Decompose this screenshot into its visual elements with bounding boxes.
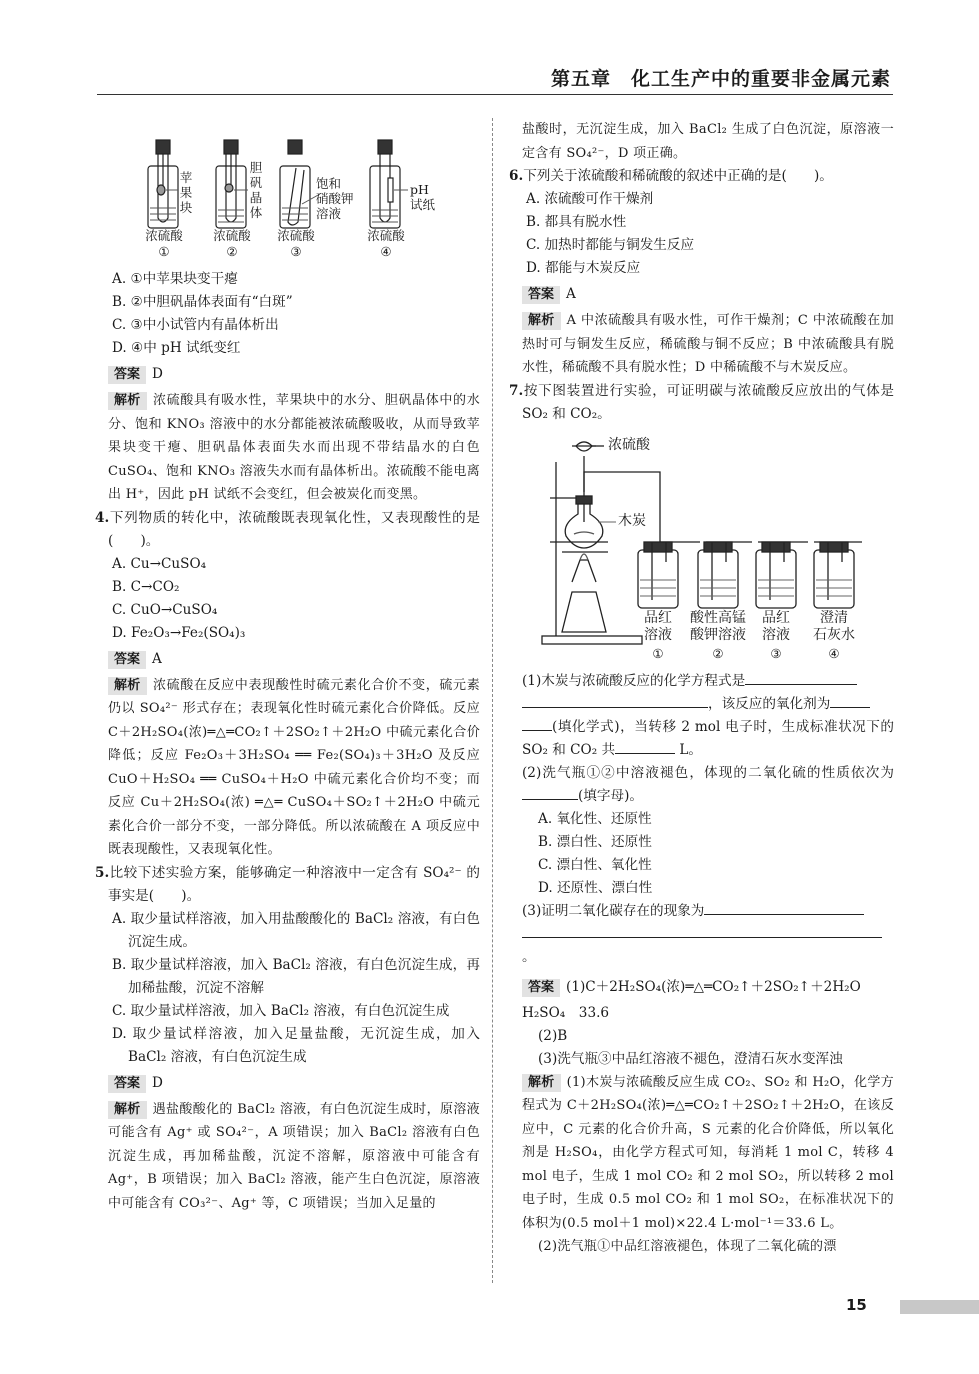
- q7-part2-option-a: A. 氧化性、还原性: [538, 810, 652, 827]
- q3-option-d: D. ④中 pH 试纸变红: [112, 340, 241, 356]
- q5-option-c: C. 取少量试样溶液，加入 BaCl₂ 溶液，有白色沉淀生成: [112, 1002, 450, 1019]
- answer-tag: 答案: [108, 651, 146, 669]
- q5-option-d: D. 取少量试样溶液，加入足量盐酸，无沉淀生成，加入 BaCl₂ 溶液，有白色沉淀生成: [112, 1025, 480, 1065]
- bottle-number-2: ②: [712, 645, 724, 661]
- q7-answer-1b: H₂SO₄ 33.6: [522, 1004, 610, 1021]
- q7-part2: [522, 762, 894, 808]
- bottle-label-2: 酸性高锰 酸钾溶液: [690, 609, 746, 643]
- analysis-tag: 解析: [522, 312, 561, 330]
- q4-answer-value: A: [152, 650, 162, 667]
- q7-part3: [522, 900, 894, 969]
- q7-stem: [509, 380, 894, 426]
- q7-answer-2: (2)B: [538, 1027, 568, 1044]
- q4-stem-text: 下列物质的转化中，浓硫酸既表现氧化性，又表现酸性的是( )。: [108, 509, 480, 549]
- answer-tag: 答案: [108, 1075, 146, 1093]
- q5-option-a: A. 取少量试样溶液，加入用盐酸酸化的 BaCl₂ 溶液，有白色沉淀生成。: [112, 910, 480, 950]
- answer-tag: 答案: [522, 286, 560, 304]
- blank-equation-2[interactable]: [522, 693, 708, 708]
- q7-part1-text-b: ，该反应的氧化剂为: [708, 695, 831, 712]
- q6-option-b: B. 都具有脱水性: [526, 214, 627, 230]
- q5-answer-value: D: [152, 1074, 163, 1091]
- q6-stem: [509, 165, 894, 188]
- q4-option-a: A. Cu→CuSO₄: [112, 555, 207, 572]
- q7-part1-text-c: (填化学式)，当转移 2 mol 电子时，生成标准状况下的 SO₂ 和 CO₂ 共: [522, 718, 894, 758]
- blank-phenomenon[interactable]: [704, 900, 864, 915]
- q7-part2-text: (2)洗气瓶①②中溶液褪色，体现的二氧化硫的性质依次为: [522, 764, 894, 781]
- q7-analysis: [522, 1071, 894, 1236]
- q4-stem: [95, 507, 480, 553]
- q7-number: 7.: [509, 382, 524, 399]
- page-number: 15: [846, 1296, 867, 1314]
- analysis-tag: 解析: [108, 392, 147, 410]
- right-column: [509, 118, 894, 1259]
- tube-number-3: ③: [290, 244, 302, 259]
- q4-option-d: D. Fe₂O₃→Fe₂(SO₄)₃: [112, 624, 246, 641]
- q3-option-a: A. ①中苹果块变干瘪: [112, 271, 238, 287]
- q7-answer-3: (3)洗气瓶③中品红溶液不褪色，澄清石灰水变浑浊: [538, 1050, 843, 1067]
- q5-stem: [95, 862, 480, 908]
- answer-tag: 答案: [108, 366, 146, 384]
- q6-option-d: D. 都能与木炭反应: [526, 260, 641, 276]
- q6-analysis: [522, 309, 894, 380]
- tube-label-4: 浓硫酸: [367, 228, 405, 243]
- page-number-bar: [900, 1300, 979, 1314]
- answer-tag: 答案: [522, 979, 560, 997]
- tube-label-1: 浓硫酸: [145, 228, 183, 243]
- q7-part1: [522, 670, 894, 762]
- apparatus-figure: [522, 432, 894, 664]
- q6-stem-text: 下列关于浓硫酸和稀硫酸的叙述中正确的是( )。: [523, 168, 833, 184]
- side-label-ph: pH 试纸: [410, 182, 436, 212]
- q7-part2-option-b: B. 漂白性、还原性: [538, 833, 652, 850]
- left-column: [95, 118, 480, 1215]
- q4-option-b: B. C→CO₂: [112, 578, 180, 595]
- bottle-number-3: ③: [770, 645, 782, 661]
- bottle-number-1: ①: [652, 645, 664, 661]
- q6-answer: [522, 283, 894, 306]
- q7-part2-option-d: D. 还原性、漂白性: [538, 879, 653, 896]
- q7-part2-text-b: (填字母)。: [578, 787, 643, 804]
- q6-answer-value: A: [566, 286, 576, 302]
- q7-part2-option-c: C. 漂白性、氧化性: [538, 856, 652, 873]
- bottle-number-4: ④: [828, 645, 840, 661]
- side-label-crystal: 胆 矾 晶 体: [249, 160, 263, 220]
- q7-analysis-2: (2)洗气瓶①中品红溶液褪色，体现了二氧化硫的漂: [538, 1239, 837, 1254]
- blank-oxidant[interactable]: [830, 693, 870, 708]
- q5-analysis-continued: 盐酸时，无沉淀生成，加入 BaCl₂ 生成了白色沉淀，原溶液一定含有 SO₄²⁻，D 项正确。: [522, 122, 894, 161]
- bottle-label-3: 品红 溶液: [762, 609, 790, 643]
- q6-option-a: A. 浓硫酸可作干燥剂: [526, 191, 654, 207]
- q7-part3-end: 。: [522, 948, 536, 965]
- q3-option-b: B. ②中胆矾晶体表面有“白斑”: [112, 294, 293, 310]
- side-label-kno3: 饱和 硝酸钾 溶液: [316, 176, 354, 221]
- q5-analysis: [108, 1098, 480, 1216]
- tube-number-4: ④: [380, 244, 392, 259]
- column-divider: [492, 118, 493, 1283]
- q4-analysis: [108, 674, 480, 862]
- q7-analysis-1: (1)木炭与浓硫酸反应生成 CO₂、SO₂ 和 H₂O，化学方程式为 C＋2H₂SO₄(浓)═△═CO₂↑＋2SO₂↑＋2H₂O，在该反应中，C 元素的化合价升高，S 元素的化合价降低，所以氧化剂是 H₂SO₄，由化学方程式可知，每消耗 1 mol C，转移 4 mol 电子，生成 1 mol CO₂ 和 2 mol SO₂，所以转移 2 mol 电子时，生成 0.5 mol CO₂ 和 1 mol SO₂，在标准状况下的体积为(0.5 mol＋1 mol)×22.4 L·mol⁻¹＝33.6 L。: [522, 1074, 894, 1231]
- q6-option-c: C. 加热时都能与铜发生反应: [526, 237, 695, 253]
- bottle-label-1: 品红 溶液: [644, 609, 672, 643]
- q4-option-c: C. CuO→CuSO₄: [112, 601, 218, 618]
- q3-answer-value: D: [152, 366, 163, 382]
- q6-analysis-text: A 中浓硫酸具有吸水性，可作干燥剂；C 中浓硫酸在加热时可与铜发生反应，稀硫酸与铜不反应；B 中浓硫酸具有脱水性，稀硫酸不具有脱水性；D 中稀硫酸不与木炭反应。: [522, 313, 894, 375]
- tube-label-2: 浓硫酸: [213, 228, 251, 243]
- flask-label: 木炭: [618, 512, 646, 529]
- q5-option-b: B. 取少量试样溶液，加入 BaCl₂ 溶液，有白色沉淀生成，再加稀盐酸，沉淀不溶解: [112, 956, 480, 996]
- q7-answer: [522, 976, 894, 999]
- tube-number-2: ②: [226, 244, 238, 259]
- q7-part1-text: (1)木炭与浓硫酸反应的化学方程式是: [522, 672, 746, 689]
- analysis-tag: 解析: [108, 1101, 147, 1119]
- q6-number: 6.: [509, 168, 524, 184]
- q5-analysis-text: 遇盐酸酸化的 BaCl₂ 溶液，有白色沉淀生成时，原溶液可能含有 Ag⁺ 或 SO₄²⁻，A 项错误；加入 BaCl₂ 溶液有白色沉淀生成，再加稀盐酸，沉淀不溶解，原溶液中可能含有 Ag⁺，B 项错误；加入 BaCl₂ 溶液，能产生白色沉淀，原溶液中可能含有 CO₃²⁻、Ag⁺ 等，C 项错误；当加入足量的: [108, 1101, 480, 1211]
- test-tube-figure: [108, 118, 480, 268]
- analysis-tag: 解析: [522, 1074, 561, 1092]
- tube-number-1: ①: [158, 244, 170, 259]
- analysis-tag: 解析: [108, 677, 147, 695]
- blank-phenomenon-2[interactable]: [522, 923, 882, 938]
- q3-analysis-text: 浓硫酸具有吸水性，苹果块中的水分、胆矾晶体中的水分、饱和 KNO₃ 溶液中的水分都能被浓硫酸吸收，从而导致苹果块变干瘪、胆矾晶体表面失水而出现不带结晶水的白色 CuSO₄、饱和 KNO₃ 溶液失水而有晶体析出。浓硫酸不能电离出 H⁺，因此 pH 试纸不会变红，但会被炭化而变黑。: [108, 393, 480, 502]
- side-label-apple: 苹 果 块: [179, 170, 193, 215]
- q4-answer: [108, 648, 480, 671]
- chapter-title: 第五章 化工生产中的重要非金属元素: [550, 68, 891, 90]
- blank-oxidant-2[interactable]: [522, 716, 552, 731]
- blank-property[interactable]: [522, 785, 578, 800]
- q5-number: 5.: [95, 864, 110, 881]
- blank-volume[interactable]: [615, 739, 675, 754]
- q3-option-c: C. ③中小试管内有晶体析出: [112, 317, 279, 333]
- header-rule: [97, 94, 893, 95]
- blank-equation[interactable]: [745, 670, 857, 685]
- q3-analysis: [108, 389, 480, 507]
- q4-number: 4.: [95, 509, 110, 526]
- q3-answer: [108, 363, 480, 386]
- q7-answer-1: (1)C＋2H₂SO₄(浓)═△═CO₂↑＋2SO₂↑＋2H₂O: [566, 978, 861, 995]
- q7-stem-text: 按下图装置进行实验，可证明碳与浓硫酸反应放出的气体是 SO₂ 和 CO₂。: [522, 382, 894, 422]
- q7-part3-text: (3)证明二氧化碳存在的现象为: [522, 902, 705, 919]
- tube-label-3: 浓硫酸: [277, 228, 315, 243]
- q4-analysis-text: 浓硫酸在反应中表现酸性时硫元素化合价不变，硫元素仍以 SO₄²⁻ 形式存在；表现氧化性时硫元素化合价降低。反应 C＋2H₂SO₄(浓)═△═CO₂↑＋2SO₂↑＋2H₂O 中硫元素化合价降低；反应 Fe₂O₃＋3H₂SO₄ ══ Fe₂(SO₄)₃＋3H₂O 及反应 CuO＋H₂SO₄ ══ CuSO₄＋H₂O 中硫元素化合价均不变；而反应 Cu＋2H₂SO₄(浓) ═△═ CuSO₄＋SO₂↑＋2H₂O 中硫元素化合价一部分不变，一部分降低。所以浓硫酸在 A 项反应中既表现酸性，又表现氧化性。: [108, 677, 480, 857]
- q5-stem-text: 比较下述实验方案，能够确定一种溶液中一定含有 SO₄²⁻ 的事实是( )。: [108, 864, 480, 904]
- q7-part1-text-d: L。: [675, 741, 703, 758]
- bottle-label-4: 澄清 石灰水: [813, 609, 855, 643]
- q5-answer: [108, 1072, 480, 1095]
- funnel-label: 浓硫酸: [608, 436, 650, 453]
